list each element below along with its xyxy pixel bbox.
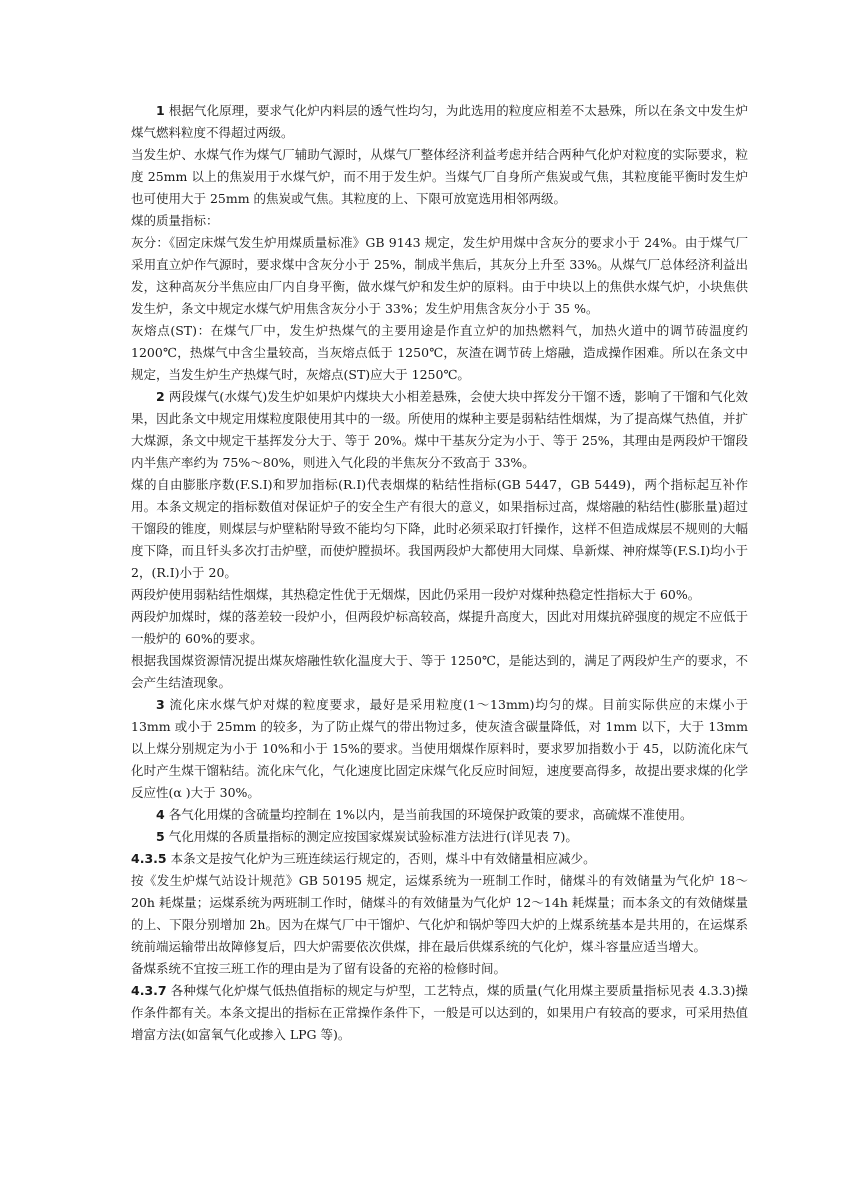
paragraph-text: 各种煤气化炉煤气低热值指标的规定与炉型，工艺特点，煤的质量(气化用煤主要质量指标见表 4.3.3)操作条件都有关。本条文提出的指标在正常操作条件下，一般是可以达到的，如果用户有较高的要求，可采用热值增富方法(如富氧气化或掺入 LPG 等)。 <box>131 983 748 1042</box>
paragraph: 煤的质量指标： <box>131 213 219 228</box>
paragraph: 当发生炉、水煤气作为煤气厂辅助气源时，从煤气厂整体经济利益考虑并结合两种气化炉对粒度的实际要求，粒度 25mm 以上的焦炭用于水煤气炉，而不用于发生炉。当煤气厂自身所产焦炭或气焦，其粒度能平衡时发生炉也可使用大于 25mm 的焦炭或气焦。其粒度的上、下限可放宽选用相邻两级。 <box>131 147 748 206</box>
item-number: 2 <box>156 389 165 404</box>
paragraph-text: 两段煤气(水煤气)发生炉如果炉内煤块大小相差悬殊，会使大块中挥发分干馏不透，影响了干馏和气化效果，因此条文中规定用煤粒度限使用其中的一级。所使用的煤种主要是弱粘结性烟煤，为了提高煤气热值，并扩大煤源，条文中规定干基挥发分大于、等于 20%。煤中干基灰分定为小于、等于 25%，其理由是两段炉干馏段内半焦产率约为 75%～80%，则进入气化段的半焦灰分不致高于 33%。 <box>131 389 748 470</box>
section-number: 4.3.7 <box>131 983 167 998</box>
paragraph-text: 本条文是按气化炉为三班连续运行规定的，否则，煤斗中有效储量相应减少。 <box>170 851 596 866</box>
item-number: 3 <box>156 697 165 712</box>
paragraph <box>131 694 748 804</box>
item-number: 4 <box>156 807 165 822</box>
paragraph: 两段炉加煤时，煤的落差较一段炉小，但两段炉标高较高，煤提升高度大，因此对用煤抗碎强度的规定不应低于一般炉的 60%的要求。 <box>131 609 748 646</box>
paragraph: 灰分：《固定床煤气发生炉用煤质量标准》GB 9143 规定，发生炉用煤中含灰分的要求小于 24%。由于煤气厂采用直立炉作气源时，要求煤中含灰分小于 25%，制成半焦后，其灰分上升至 33%。从煤气厂总体经济利益出发，这种高灰分半焦应由厂内自身平衡，做水煤气炉和发生炉的原料。由于中块以上的焦供水煤气炉，小块焦供发生炉，条文中规定水煤气炉用焦含灰分小于 33%；发生炉用焦含灰分小于 35 %。 <box>131 235 748 316</box>
item-number: 5 <box>156 829 165 844</box>
paragraph <box>131 386 748 474</box>
paragraph <box>131 848 748 870</box>
paragraph: 两段炉使用弱粘结性烟煤，其热稳定性优于无烟煤，因此仍采用一段炉对煤种热稳定性指标大于 60%。 <box>131 587 701 602</box>
paragraph <box>131 804 748 826</box>
paragraph-text: 根据气化原理，要求气化炉内料层的透气性均匀，为此选用的粒度应相差不太悬殊，所以在条文中发生炉煤气燃料粒度不得超过两级。 <box>131 103 748 140</box>
paragraph <box>131 980 748 1046</box>
paragraph-text: 气化用煤的各质量指标的测定应按国家煤炭试验标准方法进行(详见表 7)。 <box>168 829 578 844</box>
paragraph: 灰熔点(ST)：在煤气厂中，发生炉热煤气的主要用途是作直立炉的加热燃料气，加热火道中的调节砖温度约 1200℃，热煤气中含尘量较高，当灰熔点低于 1250℃，灰渣在调节砖上熔融，造成操作困难。所以在条文中规定，当发生炉生产热煤气时，灰熔点(ST)应大于 1250℃。 <box>131 323 748 382</box>
paragraph: 煤的自由膨胀序数(F.S.I)和罗加指标(R.I)代表烟煤的粘结性指标(GB 5447，GB 5449)，两个指标起互补作用。本条文规定的指标数值对保证炉子的安全生产有很大的意义，如果指标过高，煤熔融的粘结性(膨胀量)超过干馏段的锥度，则煤层与炉壁粘附导致不能均匀下降，此时必须采取打钎操作，这样不但造成煤层不规则的大幅度下降，而且钎头多次打击炉壁，而使炉膛损坏。我国两段炉大都使用大同煤、阜新煤、神府煤等(F.S.I)均小于 2，(R.I)小于 20。 <box>131 477 748 580</box>
section-number: 4.3.5 <box>131 851 167 866</box>
paragraph-text: 各气化用煤的含硫量均控制在 1%以内，是当前我国的环境保护政策的要求，高硫煤不准使用。 <box>168 807 693 822</box>
paragraph: 按《发生炉煤气站设计规范》GB 50195 规定，运煤系统为一班制工作时，储煤斗的有效储量为气化炉 18～20h 耗煤量；运煤系统为两班制工作时，储煤斗的有效储量为气化炉 12～14h 耗煤量；而本条文的有效储煤量的上、下限分别增加 2h。因为在煤气厂中干馏炉、气化炉和锅炉等四大炉的上煤系统基本是共用的，在运煤系统前端运输带出故障修复后，四大炉需要依次供煤，排在最后供煤系统的气化炉，煤斗容量应适当增大。 <box>131 873 748 954</box>
paragraph-text: 流化床水煤气炉对煤的粒度要求，最好是采用粒度(1～13mm)均匀的煤。目前实际供应的末煤小于 13mm 或小于 25mm 的较多，为了防止煤气的带出物过多，使灰渣含碳量降低，对 1mm 以下，大于 13mm 以上煤分别规定为小于 10%和小于 15%的要求。当使用烟煤作原料时，要求罗加指数小于 45，以防流化床气化时产生煤干馏粘结。流化床气化，气化速度比固定床煤气化反应时间短，速度要高得多，故提出要求煤的化学反应性(α )大于 30%。 <box>131 697 748 800</box>
paragraph <box>131 826 748 848</box>
paragraph: 根据我国煤资源情况提出煤灰熔融性软化温度大于、等于 1250℃，是能达到的，满足了两段炉生产的要求，不会产生结渣现象。 <box>131 653 748 690</box>
paragraph <box>131 100 748 144</box>
paragraph: 备煤系统不宜按三班工作的理由是为了留有设备的充裕的检修时间。 <box>131 961 507 976</box>
item-number: 1 <box>156 103 165 118</box>
